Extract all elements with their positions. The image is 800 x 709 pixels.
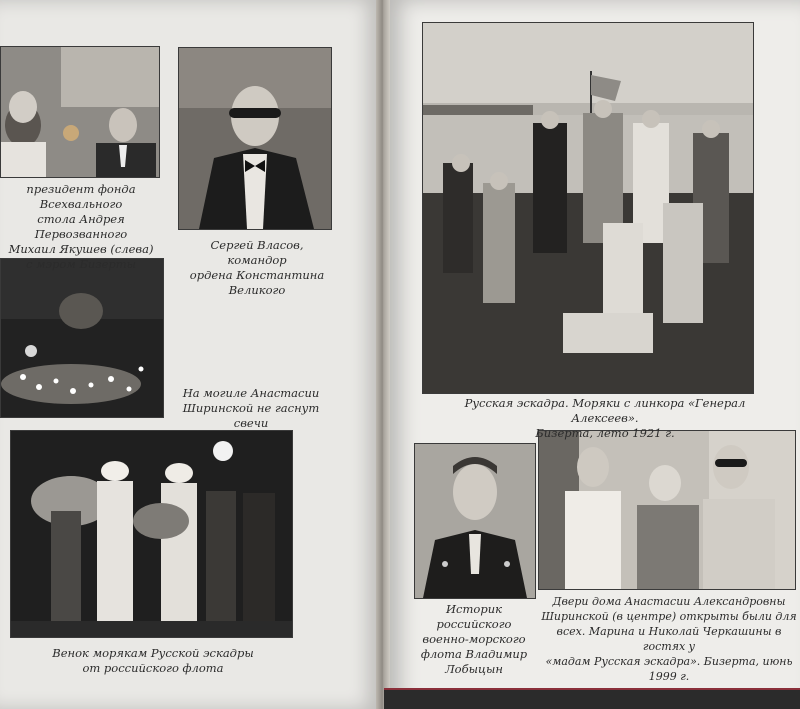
photo-candles-grave: [0, 258, 164, 418]
photo-wreath-ceremony: [10, 430, 293, 638]
caption-fund-president: президент фонда Всехвального стола Андрея Первозванного Михаил Якушев (слева) с мэром Бизерты: [8, 182, 154, 271]
caption-house: Двери дома Анастасии Александровны Ширинской (в центре) открыты были для всех. Марина и Николай Черкашины в гостях у «мадам Русская эскадра». Бизерта, июнь 1999 г.: [541, 595, 797, 683]
book-spine: [376, 0, 390, 709]
caption-sailors: Русская эскадра. Моряки с линкора «Генерал Алексеев». Бизерта, лето 1921 г.: [464, 396, 746, 440]
caption-candles: На могиле Анастасии Ширинской не гаснут свечи: [182, 386, 320, 430]
photo-fund-president-with-mayor: [0, 46, 160, 178]
page-bottom-edge: [384, 690, 800, 709]
photo-historian-lobytsyn: [414, 443, 536, 599]
caption-vlasov: Сергей Власов, командор ордена Константина Великого: [189, 238, 325, 297]
caption-historian: Историк российского военно-морского флота Владимир Лобыцын: [420, 602, 528, 676]
caption-wreath: Венок морякам Русской эскадры от российского флота: [52, 646, 254, 675]
photo-sailors-battleship: [422, 22, 754, 394]
photo-sergey-vlasov: [178, 47, 332, 230]
photo-shirinskaya-house: [538, 430, 796, 590]
